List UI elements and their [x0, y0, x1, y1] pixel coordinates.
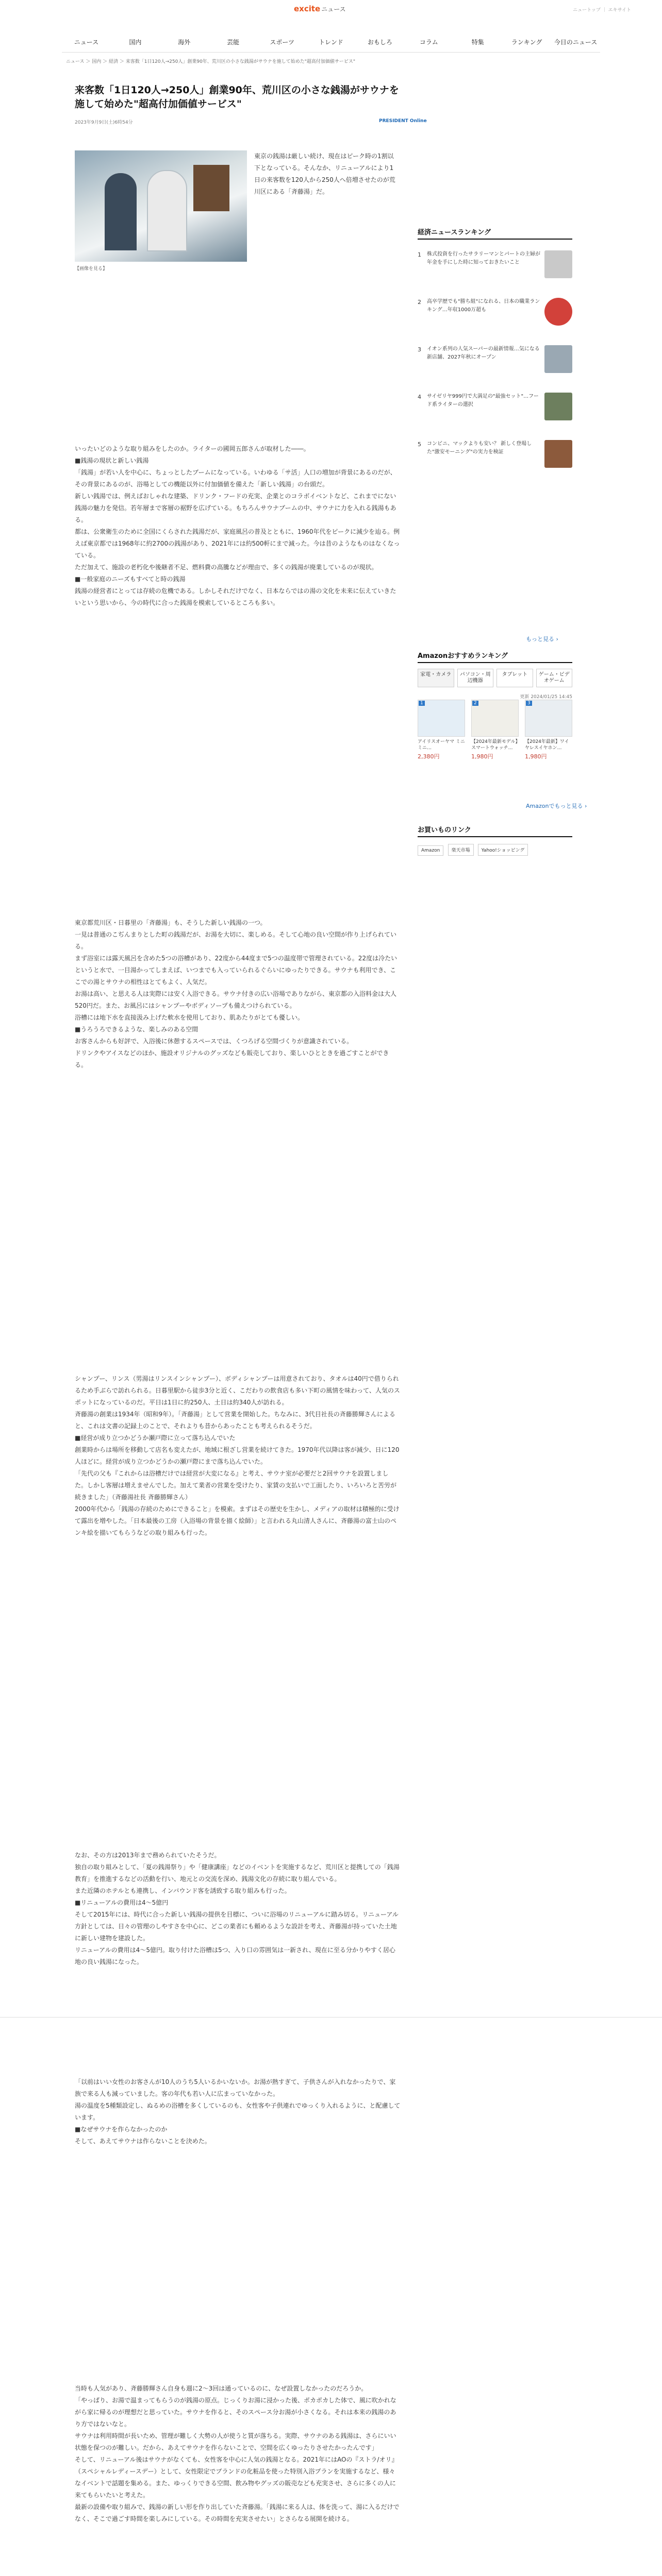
main-nav: [62, 32, 600, 53]
nav-item[interactable]: 芸能: [227, 39, 240, 46]
person-figure: [105, 173, 137, 250]
ranking-more-link[interactable]: もっと見る ›: [526, 636, 558, 642]
top-links[interactable]: ニュートップ ｜ エキサイト: [573, 8, 631, 13]
product-card[interactable]: 3 【2024年最新】ワイヤレスイヤホン… 1,980円: [525, 700, 572, 772]
nav-item[interactable]: ニュース: [74, 39, 99, 46]
tab-category[interactable]: 家電・カメラ: [418, 669, 454, 687]
tab-category[interactable]: ゲーム・ビデオゲーム: [536, 669, 573, 687]
nav-item[interactable]: 海外: [178, 39, 191, 46]
article-body-section: 「以前はいい女性のお客さんが10人のうち5人いるかいないか。お湯が熱すぎて、子供さんが入れなかったりで、家族で来る人も減っていました。客の年代も若い人に広まっていなかった。 湯の温度を5種類設定し、ぬるめの浴槽を多くしているのも、女性客や子供連れでゆっくり入れるように、と配慮しています。 ■なぜサウナを作らなかったのか そして、あえてサウナは作らないことを決めた。: [75, 2078, 401, 2145]
rank-badge: 3: [526, 701, 532, 706]
amazon-updated-date: 更新 2024/01/25 14:45: [520, 694, 572, 700]
amazon-category-tabs: [418, 669, 572, 687]
article-body-section: 東京都荒川区・日暮里の「斉藤湯」も、そうした新しい銭湯の一つ。 一見は普通のこぢんまりとした町の銭湯だが、お湯を大切に、楽しめる。そして心地の良い空間が作り上げられている。 まず浴室には露天風呂を含めた5つの浴槽があり、22度から44度まで5つの温度帯で管理されている。22度は冷たいというと水で、一目湯かってしまえば、いつまでも入っていられるぐらいにゆったりできる。サウナも利用でき、ここでの湯とサウナの相性はとてもよく、人気だ。 お湯は高い、と思える人は実際には安く入浴できる。サウナ付きの広い浴場でありながら、東京都の入浴料金は大人520円だ。また、お風呂にはシャンプーやボディソープも備えつけられている。 浴槽には地下水を直接汲み上げた軟水を使用しており、肌あたりがとても優しい。 ■うろうろできるような、楽しみのある空間 お客さんからも好評で、入浴後に休憩するスペースでは、くつろげる空間づくりが意識されている。 ドリンクやアイスなどのほか、施設オリジナルのグッズなども販売しており、楽しいひとときを過ごすことができる。: [75, 919, 398, 1069]
ranking-thumbnail: [544, 250, 572, 278]
nav-item[interactable]: トレンド: [319, 39, 343, 46]
rank-badge: 2: [472, 701, 478, 706]
article-body-section: 当時も人気があり、斉藤勝輝さん自身も週に2～3回は通っているのに、なぜ設置しなかったのだろうか。 「やっぱり、お湯で温まってもらうのが銭湯の原点。じっくりお湯に浸かった後、ポカポカした体で、風に吹かれながら家に帰るのが理想だと思っていた。サウナを作ると、そのスペース分お湯が小さくなる。それは本来の銭湯のあり方ではないなと。 サウナは利用時間が長いため、管理が難しく大勢の人が使うと質が落ちる。実際、サウナのある銭湯は、さらにいい状態を保つのが難しい。だから、あえてサウナを作らないことで、空間を広くゆったりさせたかったんです」 そして、リニューアル後はサウナがなくても、女性客を中心に人気の銭湯となる。2021年にはAOの『ストラ/オリ』（スペシャルレディースデー）として、女性限定でブランドの化粧品を使った特別入浴プランを実施するなど、様々なイベントで話題を集める。また、ゆっくりできる空間、飲み物やグッズの販売なども充実させ、さらに多くの人に来てもらいたいと考えた。 最新の設備や取り組みで、銭湯の新しい形を作り出していた斉藤湯。「銭湯に来る人は、体を洗って、湯に入るだけでなく、そこで過ごす時間を楽しみにしている。その時間を充実させたい」とさらなる展開を続ける。: [75, 2385, 400, 2522]
shopping-links: [418, 844, 530, 856]
article-title: 来客数「1日120人→250人」創業90年、荒川区の小さな銭湯がサウナを施して始めた"超高付加価値サービス": [75, 84, 399, 110]
product-image: [471, 700, 519, 737]
shop-link[interactable]: Amazon: [418, 845, 443, 856]
article-body-section: なお、その方は2013年まで務められていたそうだ。 独自の取り組みとして、「夏の銭湯祭り」や「健康講座」などのイベントを実施するなど、荒川区と提携しての「銭湯教育」を推進するなどの活動を行い、地元との交流を深め、銭湯文化の存続に取り組んでいる。 また近隣のホテルとも連携し、インバウンド客を誘致する取り組みも行った。 ■リニューアルの費用は4～5億円 そして2015年には、時代に合った新しい銭湯の提供を目標に、ついに浴場のリニューアルに踏み切る。リニューアル方針としては、日々の管理のしやすさを中心に、どこの業者にも頼めるような設計を考え、斉藤湯が持っていた土地に新しい建物を建設した。 リニューアルの費用は4～5億円。取り付けた浴槽は5つ、入り口の雰囲気は一新され、現在に至る分かりやすく居心地の良い銭湯になった。: [75, 1852, 400, 1965]
article-body-section: いったいどのような取り組みをしたのか。ライターの國岡五郎さんが取材した――。 ■銭湯の現状と新しい銭湯 「銭湯」が若い人を中心に、ちょっとしたブームになっている。いわゆる「サ活」人口の増加が背景にあるのだが、その背景にあるのが、浴場としての機能以外に付加価値を備えた「新しい銭湯」の台頭だ。 新しい銭湯では、例えばおしゃれな建築、ドリンク・フードの充実、企業とのコラボイベントなど、これまでにない銭湯の魅力を発信。若年層まで客層の裾野を広げている。もちろんサウナブームの中、サウナに力を入れる銭湯もある。 都は、公衆衛生のために全国にくらされた銭湯だが、家庭風呂の普及とともに、1960年代をピークに減少を辿る。例えば東京都では1968年に約2700の銭湯があり、2021年には約500軒にまで減った。今は昔のようなものはなくなっている。 ただ加えて、施設の老朽化や後継者不足、燃料費の高騰などが理由で、多くの銭湯が廃業しているのが現状。 ■一般家庭のニーズもすべてと時の銭湯 銭湯の経営者にとっては存続の危機である。しかしそれだけでなく、日本ならではの湯の文化を未来に伝えていきたいという思いから、今の時代に合った銭湯を模索しているところも多い。: [75, 445, 400, 606]
tab-category[interactable]: タブレット: [496, 669, 533, 687]
nav-item[interactable]: ランキング: [511, 39, 542, 46]
nav-item[interactable]: 国内: [129, 39, 142, 46]
nav-item[interactable]: スポーツ: [270, 39, 294, 46]
rank-badge: 1: [419, 701, 425, 706]
ranking-heading: 経済ニュースランキング: [418, 227, 572, 240]
ranking-thumbnail: [544, 298, 572, 326]
article-body-section: シャンプー、リンス（男湯はリンスインシャンプー）、ボディシャンプーは用意されており、タオルは40円で借りられるため手ぶらで訪れられる。日暮里駅から徒歩3分と近く、こだわりの飲食店も多い下町の風情を味わって、人気のスポットになっているのだ。平日は1日に約250人、土日は約340人が訪れる。 斉藤湯の創業は1934年（昭和9年）。「斉藤湯」として営業を開始した。ちなみに、3代目社長の斉藤勝輝さんによると、これは文書の記録上のことで、それよりも昔からあったことも考えられるそうだ。 ■経営が成り立つかどうか瀬戸際に立って落ち込んでいた 創業時からは場所を移動して店名も変えたが、地域に根ざし営業を続けてきた。1970年代以降は客が減少、日に120人ほどに。経営が成り立つかどうかの瀬戸際にまで落ち込んでいた。 「先代の父も『これからは浴槽だけでは経営が大変になる』と考え、サウナ室が必要だと2回サウナを設置しました。しかし客層は増えませんでした。加えて業者の営業を受けたり、家賃の支払いで工面したり、いろいろと苦労が続きました」（斉藤湯社長 斉藤勝輝さん） 2000年代から「銭湯の存続のためにできること」を模索。まずはその歴史を生かし、メディアの取材は積極的に受けて露出を増やした。「日本最後の工房（入浴場の背景を描く絵師）」と言われる丸山清人さんに、斉藤湯の富士山のペンキ絵を描いてもらうなどの取り組みも行った。: [75, 1375, 400, 1536]
nav-item[interactable]: 今日のニュース: [554, 39, 598, 46]
shop-link[interactable]: Yahoo!ショッピング: [478, 844, 528, 856]
top-bar: [0, 0, 662, 15]
wall-panel: [193, 165, 229, 211]
article-photo[interactable]: [75, 150, 247, 262]
product-image: [418, 700, 465, 737]
site-logo[interactable]: excite ニュース: [294, 4, 346, 13]
product-price: 2,380円: [418, 753, 440, 760]
photo-caption[interactable]: 【画像を見る】: [75, 266, 108, 272]
article-intro: 東京の銭湯は厳しい続け、現在はピーク時の1割以下となっている。そんなか、リニューアルにより1日の来客数を120人から250人へ倍増させたのが荒川区にある「斉藤湯」だ。: [254, 152, 395, 195]
shopping-heading: お買いものリンク: [418, 824, 572, 837]
nav-item[interactable]: おもしろ: [367, 39, 392, 46]
nav-item[interactable]: 特集: [471, 39, 484, 46]
product-price: 1,980円: [525, 753, 547, 760]
section-divider: [0, 2017, 662, 2018]
ranking-item[interactable]: 4 サイゼリヤ999円で大満足の"最強セット"…フード系ライターの選択: [418, 393, 572, 432]
ranking-item[interactable]: 1 株式投資を行ったサラリーマンとパートの主婦が年金を手にした時に知っておきたいこと: [418, 250, 572, 290]
tab-category[interactable]: パソコン・周辺機器: [457, 669, 494, 687]
product-image: [525, 700, 572, 737]
shop-link[interactable]: 楽天市場: [448, 844, 474, 856]
ranking-item[interactable]: 5 コンビニ、マックよりも安い？ 新しく登場した"激安モーニング"の実力を検証: [418, 440, 572, 479]
product-price: 1,980円: [471, 753, 493, 760]
product-card[interactable]: 1 アイリスオーヤマ ミニ ミニ… 2,380円: [418, 701, 465, 760]
nav-item[interactable]: コラム: [419, 39, 438, 46]
ranking-thumbnail: [544, 440, 572, 468]
product-card[interactable]: 2 【2024年最新モデル】スマートウォッチ… 1,980円: [471, 700, 519, 772]
ranking-item[interactable]: 2 高卒学歴でも"勝ち組"になれる、日本の職業ランキング…年収1000万超も: [418, 298, 572, 337]
ranking-thumbnail: [544, 393, 572, 420]
person-figure: [147, 170, 187, 251]
article-source[interactable]: PRESIDENT Online: [379, 118, 427, 124]
breadcrumb[interactable]: ニュース ＞ 国内 ＞ 経済 ＞ 来客数「1日120人→250人」創業90年、荒川区の小さな銭湯がサウナを施して始めた"超高付加価値サービス": [66, 59, 356, 64]
amazon-heading: Amazonおすすめランキング: [418, 650, 572, 663]
amazon-more-link[interactable]: Amazonでもっと見る ›: [526, 803, 587, 809]
ranking-item[interactable]: 3 イオン系列の人気スーパーの最新情報…気になる新店舗、2027年秋にオープン: [418, 345, 572, 384]
ranking-thumbnail: [544, 345, 572, 373]
publish-date: 2023年9月9日(土)6時54分: [75, 120, 133, 125]
